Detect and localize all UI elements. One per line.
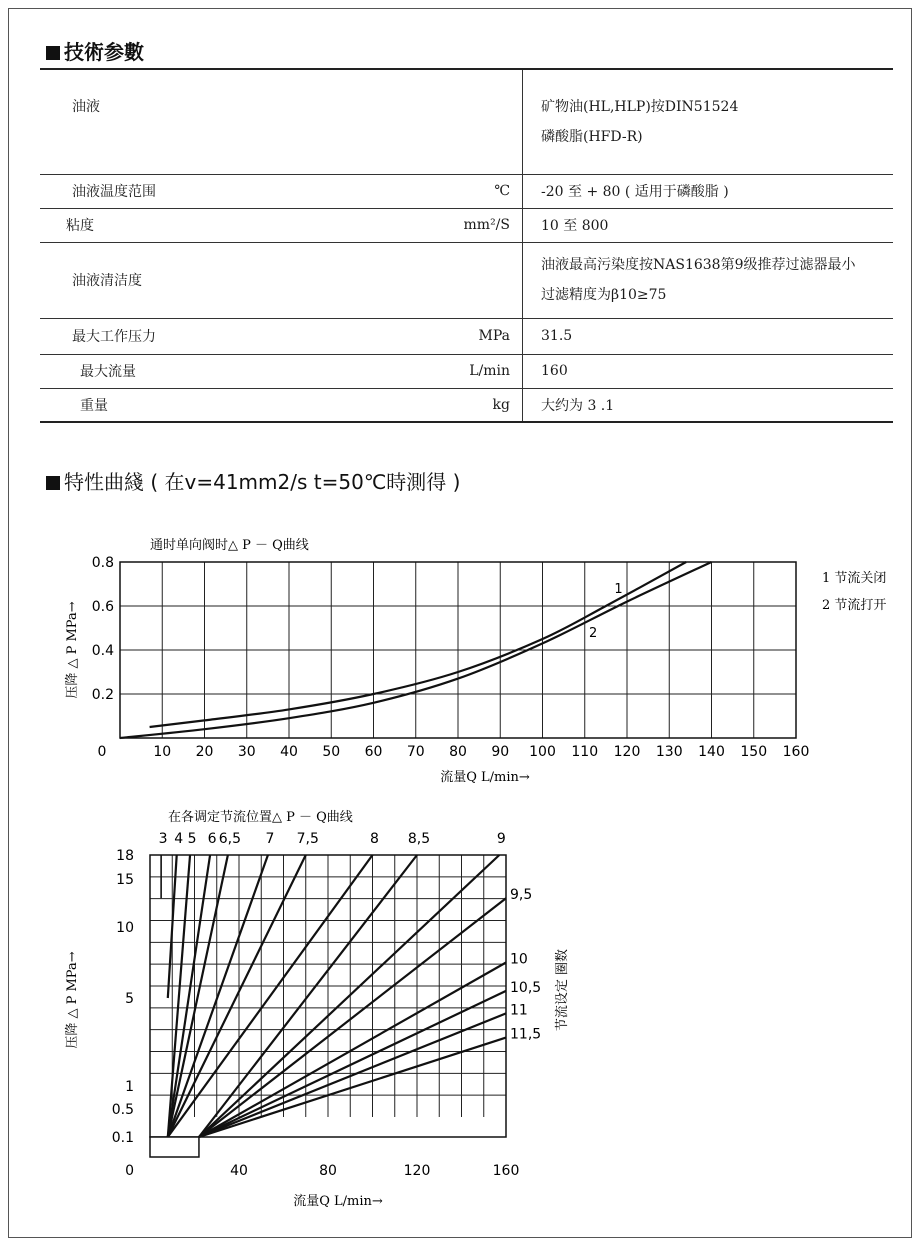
series-label: 7 — [265, 831, 275, 847]
y-axis-label: 压降 △ P MPa→ — [65, 601, 80, 699]
table-row — [40, 388, 893, 422]
series-label: 3 — [158, 831, 168, 847]
series-label: 10 — [510, 951, 528, 968]
param-unit: ℃ — [440, 174, 523, 208]
param-value: 油液最高污染度按NAS1638第9级推荐过滤器最小 过滤精度为β10≥75 — [523, 242, 894, 318]
y-tick-label: 15 — [116, 872, 134, 888]
y-tick-label: 0.4 — [91, 643, 114, 659]
x-tick-label: 160 — [492, 1163, 520, 1179]
legend-entry: 1 节流关闭 — [822, 571, 887, 586]
series-label: 1 — [614, 581, 623, 597]
x-tick-label: 30 — [237, 744, 256, 760]
square-bullet-icon — [46, 46, 60, 60]
param-value: 10 至 800 — [523, 208, 894, 242]
x-tick-label: 40 — [280, 744, 298, 760]
series-line-9,5 — [199, 898, 506, 1137]
y-tick-label: 0.5 — [111, 1102, 134, 1118]
table-row — [40, 354, 893, 388]
series-label: 11,5 — [510, 1026, 542, 1043]
x-tick-label: 80 — [319, 1163, 337, 1179]
y-tick-label: 0.8 — [91, 555, 114, 571]
series-label: 2 — [588, 625, 598, 641]
param-name: 油液 — [40, 69, 440, 174]
series-label: 6,5 — [218, 831, 242, 847]
series-line-10 — [199, 963, 506, 1138]
series-label: 4 — [174, 831, 184, 847]
param-value: -20 至 + 80 ( 适用于磷酸脂 ) — [523, 174, 894, 208]
y-tick-label: 5 — [125, 991, 134, 1007]
spec-section-title: 技術参數 — [46, 36, 144, 65]
y-tick-label: 0.6 — [91, 599, 114, 615]
series-label: 9 — [496, 831, 506, 847]
series-label: 8,5 — [407, 831, 431, 847]
param-name: 最大工作压力 — [40, 318, 440, 354]
param-name: 重量 — [40, 388, 440, 422]
param-unit — [440, 69, 523, 174]
param-unit: mm²/S — [440, 208, 523, 242]
param-value: 大约为 3 .1 — [523, 388, 894, 422]
x-tick-label: 70 — [406, 744, 425, 760]
series-label: 6 — [207, 831, 217, 847]
param-unit: MPa — [440, 318, 523, 354]
x-tick-label: 0 — [97, 744, 107, 760]
x-tick-label: 20 — [195, 744, 214, 760]
x-tick-label: 90 — [491, 744, 510, 760]
x-axis-label: 流量Q L/min→ — [440, 770, 530, 785]
series-label: 8 — [370, 831, 379, 847]
x-tick-label: 40 — [230, 1163, 248, 1179]
y-tick-label: 10 — [116, 920, 134, 936]
series-label: 9,5 — [510, 887, 533, 904]
low-flow-box — [150, 1137, 199, 1157]
param-name: 最大流量 — [40, 354, 440, 388]
series-label: 7,5 — [296, 831, 319, 847]
spec-table — [40, 68, 893, 423]
pressure-drop-chart-check-valve — [0, 525, 920, 795]
x-tick-label: 120 — [613, 744, 641, 760]
series-label: 5 — [187, 831, 197, 847]
y-tick-label: 0.1 — [111, 1130, 134, 1146]
curve-section-title: 特性曲綫 ( 在v=41mm2/s t=50℃時測得 ) — [46, 466, 460, 495]
table-row — [40, 242, 893, 318]
chart-title: 通时单向阀时△ P － Q曲线 — [150, 538, 309, 553]
chart-title: 在各调定节流位置△ P － Q曲线 — [168, 810, 353, 825]
x-tick-label: 100 — [529, 744, 556, 760]
y-axis-label: 压降 △ P MPa→ — [65, 951, 80, 1049]
x-tick-label: 60 — [364, 744, 383, 760]
x-tick-label: 160 — [782, 744, 810, 760]
table-row — [40, 208, 893, 242]
y-tick-label: 1 — [125, 1079, 134, 1095]
pressure-drop-chart-throttle-settings — [0, 800, 920, 1225]
y-tick-label: 0 — [125, 1163, 134, 1179]
param-name: 油液清洁度 — [40, 242, 440, 318]
x-tick-label: 140 — [698, 744, 725, 760]
series-label: 10,5 — [510, 979, 542, 996]
param-value: 矿物油(HL,HLP)按DIN51524 磷酸脂(HFD-R) — [523, 69, 894, 174]
square-bullet-icon — [46, 476, 60, 490]
param-value: 31.5 — [523, 318, 894, 354]
param-value: 160 — [523, 354, 894, 388]
series-label: 11 — [510, 1002, 528, 1019]
x-tick-label: 10 — [153, 744, 172, 760]
param-name: 油液温度范围 — [40, 174, 440, 208]
x-tick-label: 50 — [322, 744, 341, 760]
param-unit: L/min — [440, 354, 523, 388]
param-unit — [440, 242, 523, 318]
series-line-1 — [150, 562, 687, 727]
table-row — [40, 174, 893, 208]
y-tick-label: 0.2 — [91, 687, 114, 703]
table-row — [40, 69, 893, 174]
series-line-11,5 — [199, 1038, 506, 1137]
param-unit: kg — [440, 388, 523, 422]
x-tick-label: 80 — [449, 744, 467, 760]
x-tick-label: 110 — [571, 744, 599, 760]
x-axis-label: 流量Q L/min→ — [293, 1194, 383, 1209]
x-tick-label: 120 — [403, 1163, 431, 1179]
param-name: 粘度 — [40, 208, 440, 242]
series-line-10,5 — [199, 991, 506, 1137]
x-tick-label: 150 — [740, 744, 768, 760]
table-row — [40, 318, 893, 354]
x-tick-label: 130 — [655, 744, 683, 760]
y-tick-label: 18 — [116, 848, 134, 864]
legend-entry: 2 节流打开 — [822, 598, 887, 613]
right-axis-label: 节流设定 圈数 — [555, 948, 570, 1032]
